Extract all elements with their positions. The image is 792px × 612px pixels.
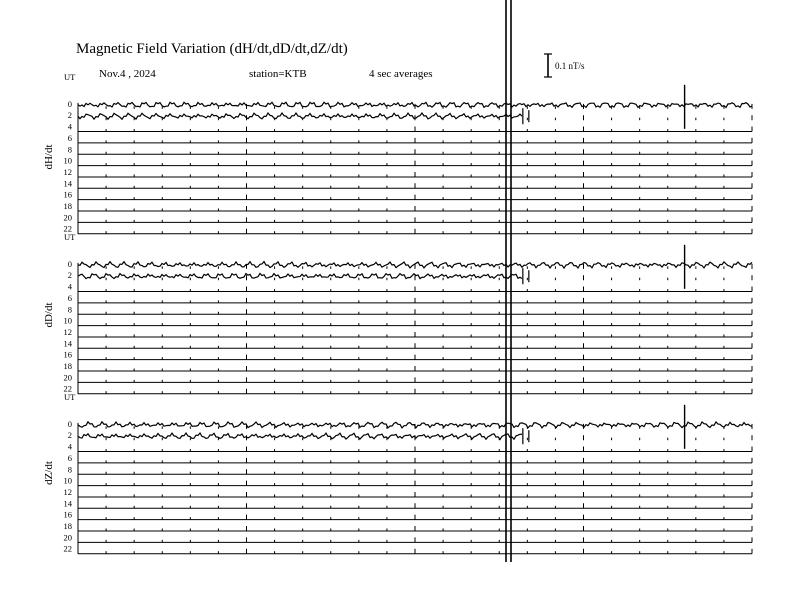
row-label: 12 <box>63 486 72 497</box>
row-label: 14 <box>63 338 72 349</box>
row-label: 6 <box>67 132 72 143</box>
row-label: 20 <box>63 212 72 223</box>
ut-label: UT <box>64 232 76 242</box>
panel-label: dZ/dt <box>43 461 55 485</box>
trace-line <box>78 433 522 439</box>
row-label: 14 <box>63 498 72 509</box>
row-label: 18 <box>63 361 72 371</box>
row-label: 22 <box>63 223 72 234</box>
row-label: 18 <box>63 201 72 211</box>
scale-label: 0.1 nT/s <box>555 61 585 71</box>
row-label: 12 <box>63 326 72 337</box>
chart-title: Magnetic Field Variation (dH/dt,dD/dt,dZ/dt) <box>76 41 348 57</box>
row-label: 18 <box>63 521 72 531</box>
ut-label: UT <box>64 72 76 82</box>
row-label: 4 <box>67 281 72 292</box>
ut-label: UT <box>64 392 76 402</box>
row-label: 2 <box>67 110 72 121</box>
row-label: 2 <box>67 270 72 281</box>
averages-label: 4 sec averages <box>369 68 433 80</box>
row-label: 0 <box>67 258 72 269</box>
row-label: 6 <box>67 292 72 303</box>
row-label: 10 <box>63 315 72 326</box>
panels-group <box>43 72 752 554</box>
scale-bar <box>544 54 585 77</box>
row-label: 20 <box>63 532 72 543</box>
row-label: 4 <box>67 121 72 132</box>
row-label: 2 <box>67 430 72 441</box>
panel-2 <box>43 232 752 394</box>
row-label: 14 <box>63 178 72 189</box>
row-label: 8 <box>67 144 72 155</box>
panel-3 <box>43 392 752 554</box>
row-label: 16 <box>63 509 72 520</box>
panel-label: dH/dt <box>43 144 55 170</box>
row-label: 8 <box>67 464 72 475</box>
station-label: station=KTB <box>249 68 307 80</box>
row-label: 10 <box>63 475 72 486</box>
trace-line <box>78 274 522 279</box>
panel-1 <box>43 72 752 234</box>
row-label: 16 <box>63 189 72 200</box>
row-label: 22 <box>63 383 72 394</box>
row-label: 4 <box>67 441 72 452</box>
row-label: 12 <box>63 166 72 177</box>
row-label: 6 <box>67 452 72 463</box>
row-label: 22 <box>63 543 72 554</box>
row-label: 0 <box>67 418 72 429</box>
panel-label: dD/dt <box>43 302 55 328</box>
row-label: 0 <box>67 98 72 109</box>
trace-line <box>78 113 522 119</box>
date-label: Nov.4 , 2024 <box>99 68 156 80</box>
row-label: 16 <box>63 349 72 360</box>
row-label: 20 <box>63 372 72 383</box>
row-label: 10 <box>63 155 72 166</box>
time-marker <box>506 0 511 562</box>
row-label: 8 <box>67 304 72 315</box>
